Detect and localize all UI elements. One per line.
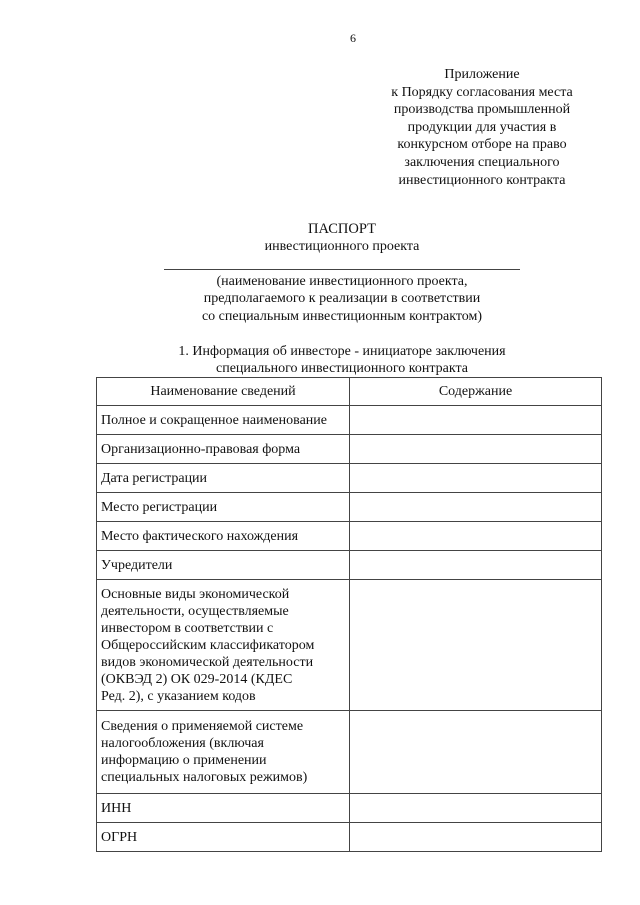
section-heading-line: 1. Информация об инвесторе - инициаторе заключения [178,344,506,359]
caption-line: предполагаемого к реализации в соответствии [203,291,481,307]
project-name-underline [164,269,520,270]
row-value-cell [350,493,602,522]
section-heading [150,343,534,377]
row-label: Организационно-правовая форма [97,435,350,464]
column-header-name: Наименование сведений [97,378,350,406]
table-row [97,406,602,435]
row-label: Дата регистрации [97,464,350,493]
row-value-cell [350,794,602,823]
appendix-block [370,66,594,189]
appendix-line: производства промышленной [393,102,571,118]
caption-line: со специальным инвестиционным контрактом) [201,308,483,324]
row-label: ИНН [97,794,350,823]
caption-line: (наименование инвестиционного проекта, [216,274,468,289]
row-label: Сведения о применяемой системе налогообложения (включая информацию о применении специальных налоговых режимов) [97,711,350,794]
passport-subtitle: инвестиционного проекта [264,239,420,254]
table-row [97,522,602,551]
table-row [97,711,602,794]
row-value-cell [350,435,602,464]
row-value-cell [350,580,602,711]
row-label: Место регистрации [97,493,350,522]
appendix-line: к Порядку согласования места [391,84,573,100]
section-heading-line: специального инвестиционного контракта [216,361,468,376]
table-row [97,464,602,493]
project-name-caption [164,273,520,325]
table-header-row [97,378,602,406]
row-label: Учредители [97,551,350,580]
row-value-cell [350,823,602,852]
row-value-cell [350,406,602,435]
row-label: Полное и сокращенное наименование [97,406,350,435]
row-label: Место фактического нахождения [97,522,350,551]
table-row [97,794,602,823]
column-header-content: Содержание [350,378,602,406]
row-value-cell [350,551,602,580]
investor-info-table [96,377,602,852]
passport-title: ПАСПОРТ [308,221,376,237]
table-row [97,551,602,580]
page-number: 6 [350,31,356,45]
table-row [97,435,602,464]
table-row [97,823,602,852]
appendix-line: конкурсном отборе на право [397,137,567,153]
row-value-cell [350,464,602,493]
table-row [97,493,602,522]
appendix-line: продукции для участия в [407,119,557,135]
appendix-line: инвестиционного контракта [398,172,566,188]
row-value-cell [350,522,602,551]
appendix-line: Приложение [444,67,520,82]
row-label: Основные виды экономической деятельности, осуществляемые инвестором в соответствии с Общероссийским классификатором видов экономической деятельности (ОКВЭД 2) ОК 029-2014 (КДЕС Ред. 2), с указанием кодов [97,580,350,711]
row-label: ОГРН [97,823,350,852]
appendix-line: заключения специального [404,154,560,170]
row-value-cell [350,711,602,794]
table-row [97,580,602,711]
